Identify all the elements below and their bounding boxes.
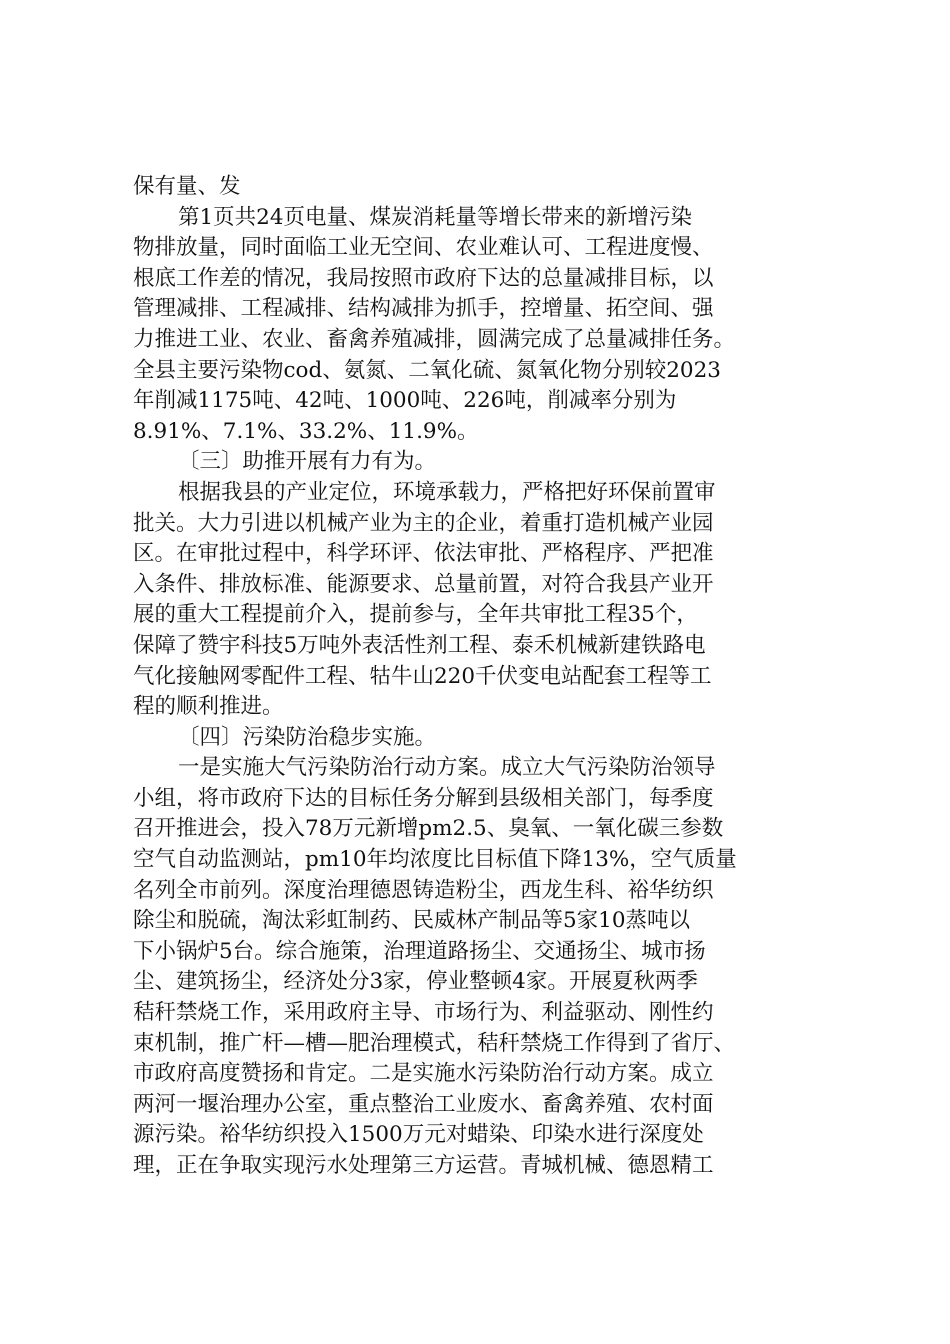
body-text — [133, 172, 845, 1182]
text-line: 召开推进会，投入78万元新增pm2.5、臭氧、一氧化碳三参数 — [133, 816, 724, 842]
text-line: 管理减排、工程减排、结构减排为抓手，控增量、拓空间、强 — [133, 296, 714, 322]
text-line: 下小锅炉5台。综合施策，治理道路扬尘、交通扬尘、城市扬 — [133, 938, 706, 964]
text-line: 保有量、发 — [133, 174, 241, 199]
section-heading: 〔三〕助推开展有力有为。 — [178, 449, 437, 475]
text-line: 尘、建筑扬尘，经济处分3家，停业整顿4家。开展夏秋两季 — [133, 969, 698, 995]
text-line: 市政府高度赞扬和肯定。二是实施水污染防治行动方案。成立 — [133, 1061, 714, 1087]
text-line: 入条件、排放标准、能源要求、总量前置，对符合我县产业开 — [133, 571, 714, 597]
text-line: 保障了赞宇科技5万吨外表活性剂工程、泰禾机械新建铁路电 — [133, 632, 706, 658]
text-line: 两河一堰治理办公室，重点整治工业废水、畜禽养殖、农村面 — [133, 1091, 714, 1117]
paragraph-start-line: 一是实施大气污染防治行动方案。成立大气污染防治领导 — [178, 755, 716, 781]
section-heading: 〔四〕污染防治稳步实施。 — [178, 724, 437, 750]
paragraph-start-line: 第1页共24页电量、煤炭消耗量等增长带来的新增污染 — [178, 204, 693, 230]
text-line: 批关。大力引进以机械产业为主的企业，着重打造机械产业园 — [133, 510, 714, 536]
text-line: 源污染。裕华纺织投入1500万元对蜡染、印染水进行深度处 — [133, 1122, 704, 1148]
text-line: 空气自动监测站，pm10年均浓度比目标值下降13%，空气质量 — [133, 847, 737, 873]
text-line: 展的重大工程提前介入，提前参与，全年共审批工程35个， — [133, 602, 698, 628]
text-line: 小组，将市政府下达的目标任务分解到县级相关部门，每季度 — [133, 785, 714, 811]
text-line: 理，正在争取实现污水处理第三方运营。青城机械、德恩精工 — [133, 1153, 714, 1178]
text-line: 年削减1175吨、42吨、1000吨、226吨，削减率分别为 — [133, 388, 677, 414]
text-line: 根底工作差的情况，我局按照市政府下达的总量减排目标，以 — [133, 265, 714, 291]
paragraph-start-line: 根据我县的产业定位，环境承载力，严格把好环保前置审 — [178, 479, 716, 505]
text-line: 区。在审批过程中，科学环评、依法审批、严格程序、严把准 — [133, 541, 714, 567]
text-line: 程的顺利推进。 — [133, 694, 284, 720]
text-line: 除尘和脱硫，淘汰彩虹制药、民威林产制品等5家10蒸吨以 — [133, 908, 691, 934]
text-line: 力推进工业、农业、畜禽养殖减排，圆满完成了总量减排任务。 — [133, 326, 736, 352]
text-line: 全县主要污染物cod、氨氮、二氧化硫、氮氧化物分别较2023 — [133, 357, 721, 383]
text-line: 名列全市前列。深度治理德恩铸造粉尘，西龙生科、裕华纺织 — [133, 877, 714, 903]
text-line: 物排放量，同时面临工业无空间、农业难认可、工程进度慢、 — [133, 235, 714, 261]
text-line: 秸秆禁烧工作，采用政府主导、市场行为、利益驱动、刚性约 — [133, 1000, 714, 1026]
text-line: 束机制，推广杆—槽—肥治理模式，秸秆禁烧工作得到了省厅、 — [133, 1030, 736, 1056]
text-line: 气化接触网零配件工程、牯牛山220千伏变电站配套工程等工 — [133, 663, 712, 689]
text-line: 8.91%、7.1%、33.2%、11.9%。 — [133, 418, 479, 444]
